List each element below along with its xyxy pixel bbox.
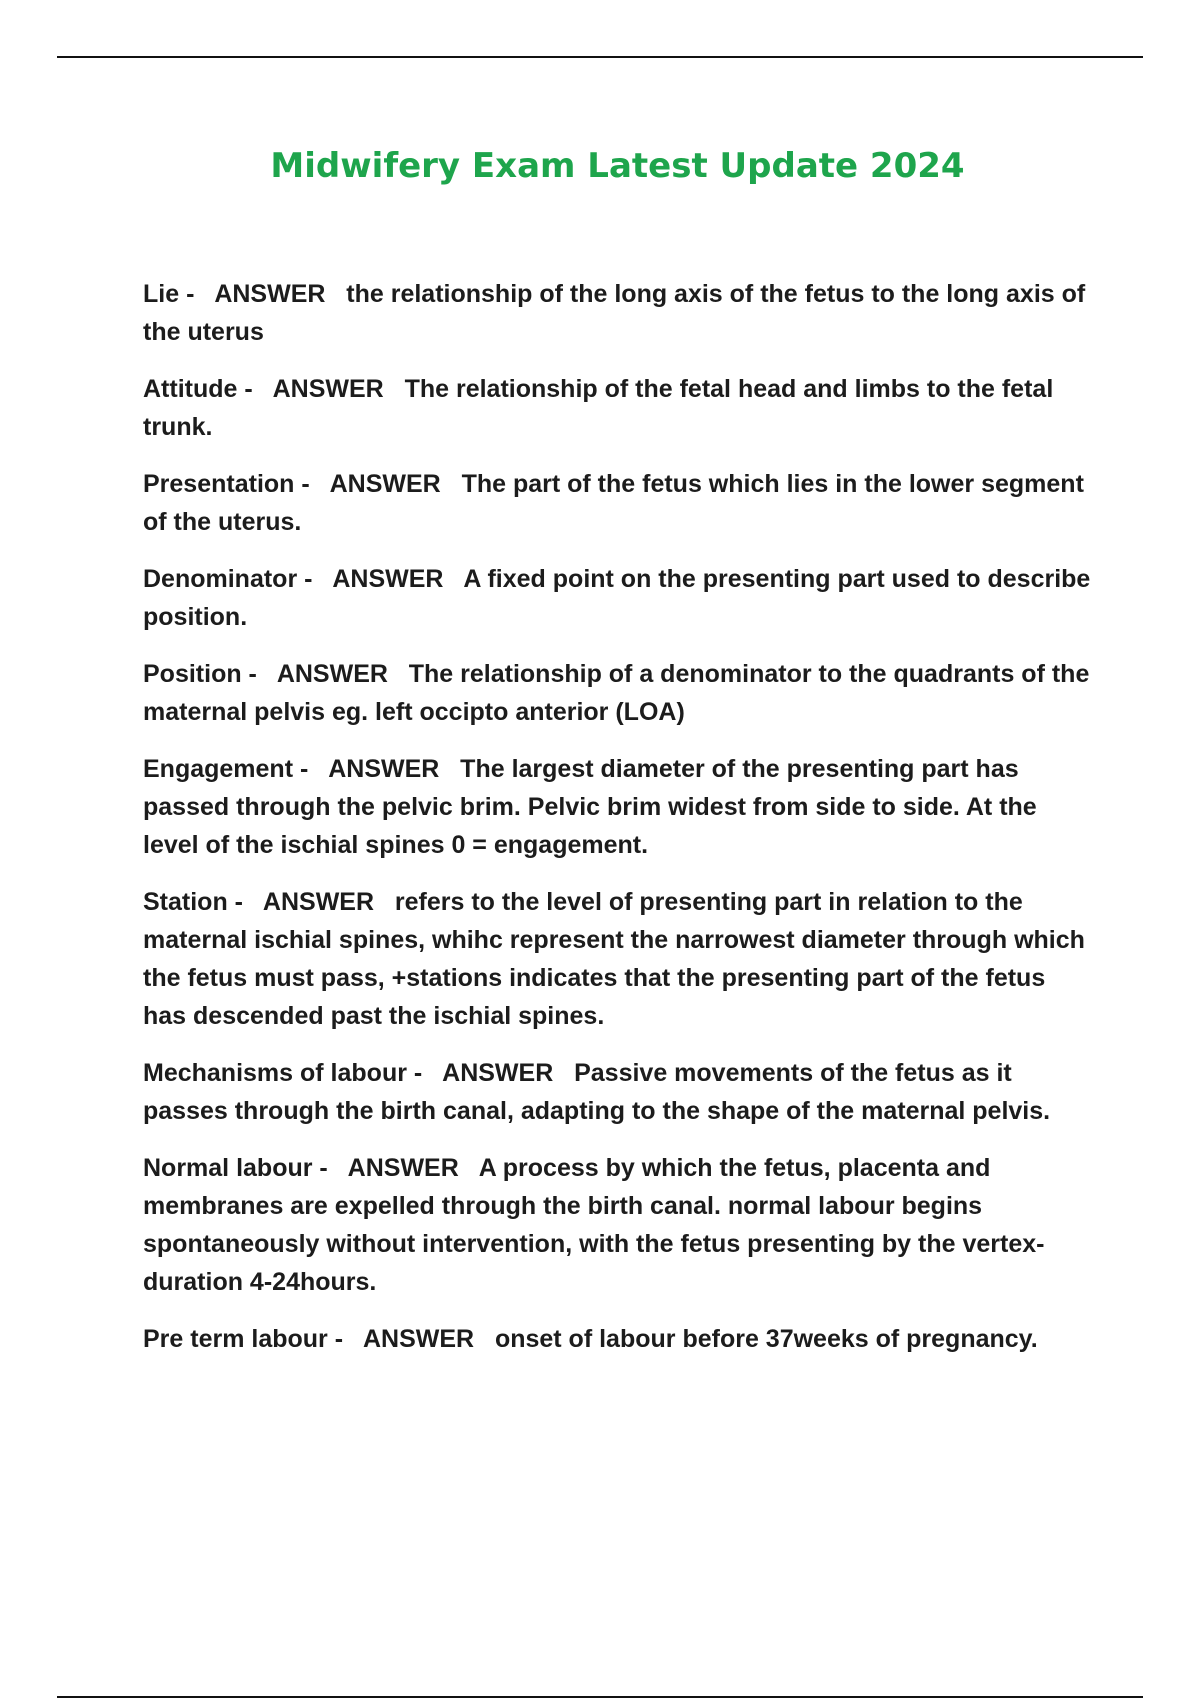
entry-definition: A process by which the fetus, placenta and membranes are expelled through the birth canal. normal labour begins spontaneously without intervention, with the fetus presenting by the vertex-duration 4-24hours. [143, 1154, 1045, 1296]
entry-term: Denominator - [143, 565, 313, 593]
list-item [143, 560, 1093, 636]
answer-label: ANSWER [214, 280, 326, 308]
list-item [143, 275, 1093, 351]
answer-label: ANSWER [272, 375, 384, 403]
entry-definition: The relationship of a denominator to the quadrants of the maternal pelvis eg. left occipto anterior (LOA) [143, 660, 1090, 726]
answer-label: ANSWER [329, 470, 441, 498]
answer-label: ANSWER [347, 1154, 459, 1182]
answer-label: ANSWER [262, 888, 375, 916]
entry-term: Normal labour - [143, 1154, 328, 1182]
entry-definition: A fixed point on the presenting part used to describe position. [143, 565, 1091, 631]
entry-definition: onset of labour before 37weeks of pregnancy. [494, 1325, 1038, 1353]
answer-label: ANSWER [362, 1325, 475, 1353]
entry-term: Lie - [143, 280, 195, 308]
footer-rule [57, 1696, 1143, 1698]
entry-term: Mechanisms of labour - [143, 1059, 423, 1087]
entry-definition: The largest diameter of the presenting part has passed through the pelvic brim. Pelvic brim widest from side to side. At the level of the ischial spines 0 = engagement. [143, 755, 1037, 859]
entry-definition: the relationship of the long axis of the fetus to the long axis of the uterus [143, 280, 1086, 346]
header-rule [57, 56, 1143, 58]
answer-label: ANSWER [276, 660, 388, 688]
entry-term: Position - [143, 660, 257, 688]
entry-definition: refers to the level of presenting part in relation to the maternal ischial spines, whihc represent the narrowest diameter through which the fetus must pass, +stations indicates that the presenting part of the fetus has descended past the ischial spines. [143, 888, 1085, 1030]
list-item [143, 1149, 1093, 1301]
entry-term: Presentation - [143, 470, 310, 498]
entry-list [143, 275, 1093, 1377]
list-item [143, 750, 1093, 864]
entry-term: Attitude - [143, 375, 253, 403]
entry-definition: Passive movements of the fetus as it passes through the birth canal, adapting to the shape of the maternal pelvis. [143, 1059, 1051, 1125]
entry-definition: The relationship of the fetal head and limbs to the fetal trunk. [143, 375, 1054, 441]
entry-term: Engagement - [143, 755, 309, 783]
list-item [143, 1320, 1093, 1358]
list-item [143, 883, 1093, 1035]
answer-label: ANSWER [328, 755, 440, 783]
entry-definition: The part of the fetus which lies in the lower segment of the uterus. [143, 470, 1084, 536]
entry-term: Station - [143, 888, 243, 916]
entry-term: Pre term labour - [143, 1325, 344, 1353]
page-title: Midwifery Exam Latest Update 2024 [270, 146, 965, 186]
answer-label: ANSWER [332, 565, 444, 593]
answer-label: ANSWER [442, 1059, 554, 1087]
list-item [143, 1054, 1093, 1130]
list-item [143, 370, 1093, 446]
list-item [143, 465, 1093, 541]
list-item [143, 655, 1093, 731]
